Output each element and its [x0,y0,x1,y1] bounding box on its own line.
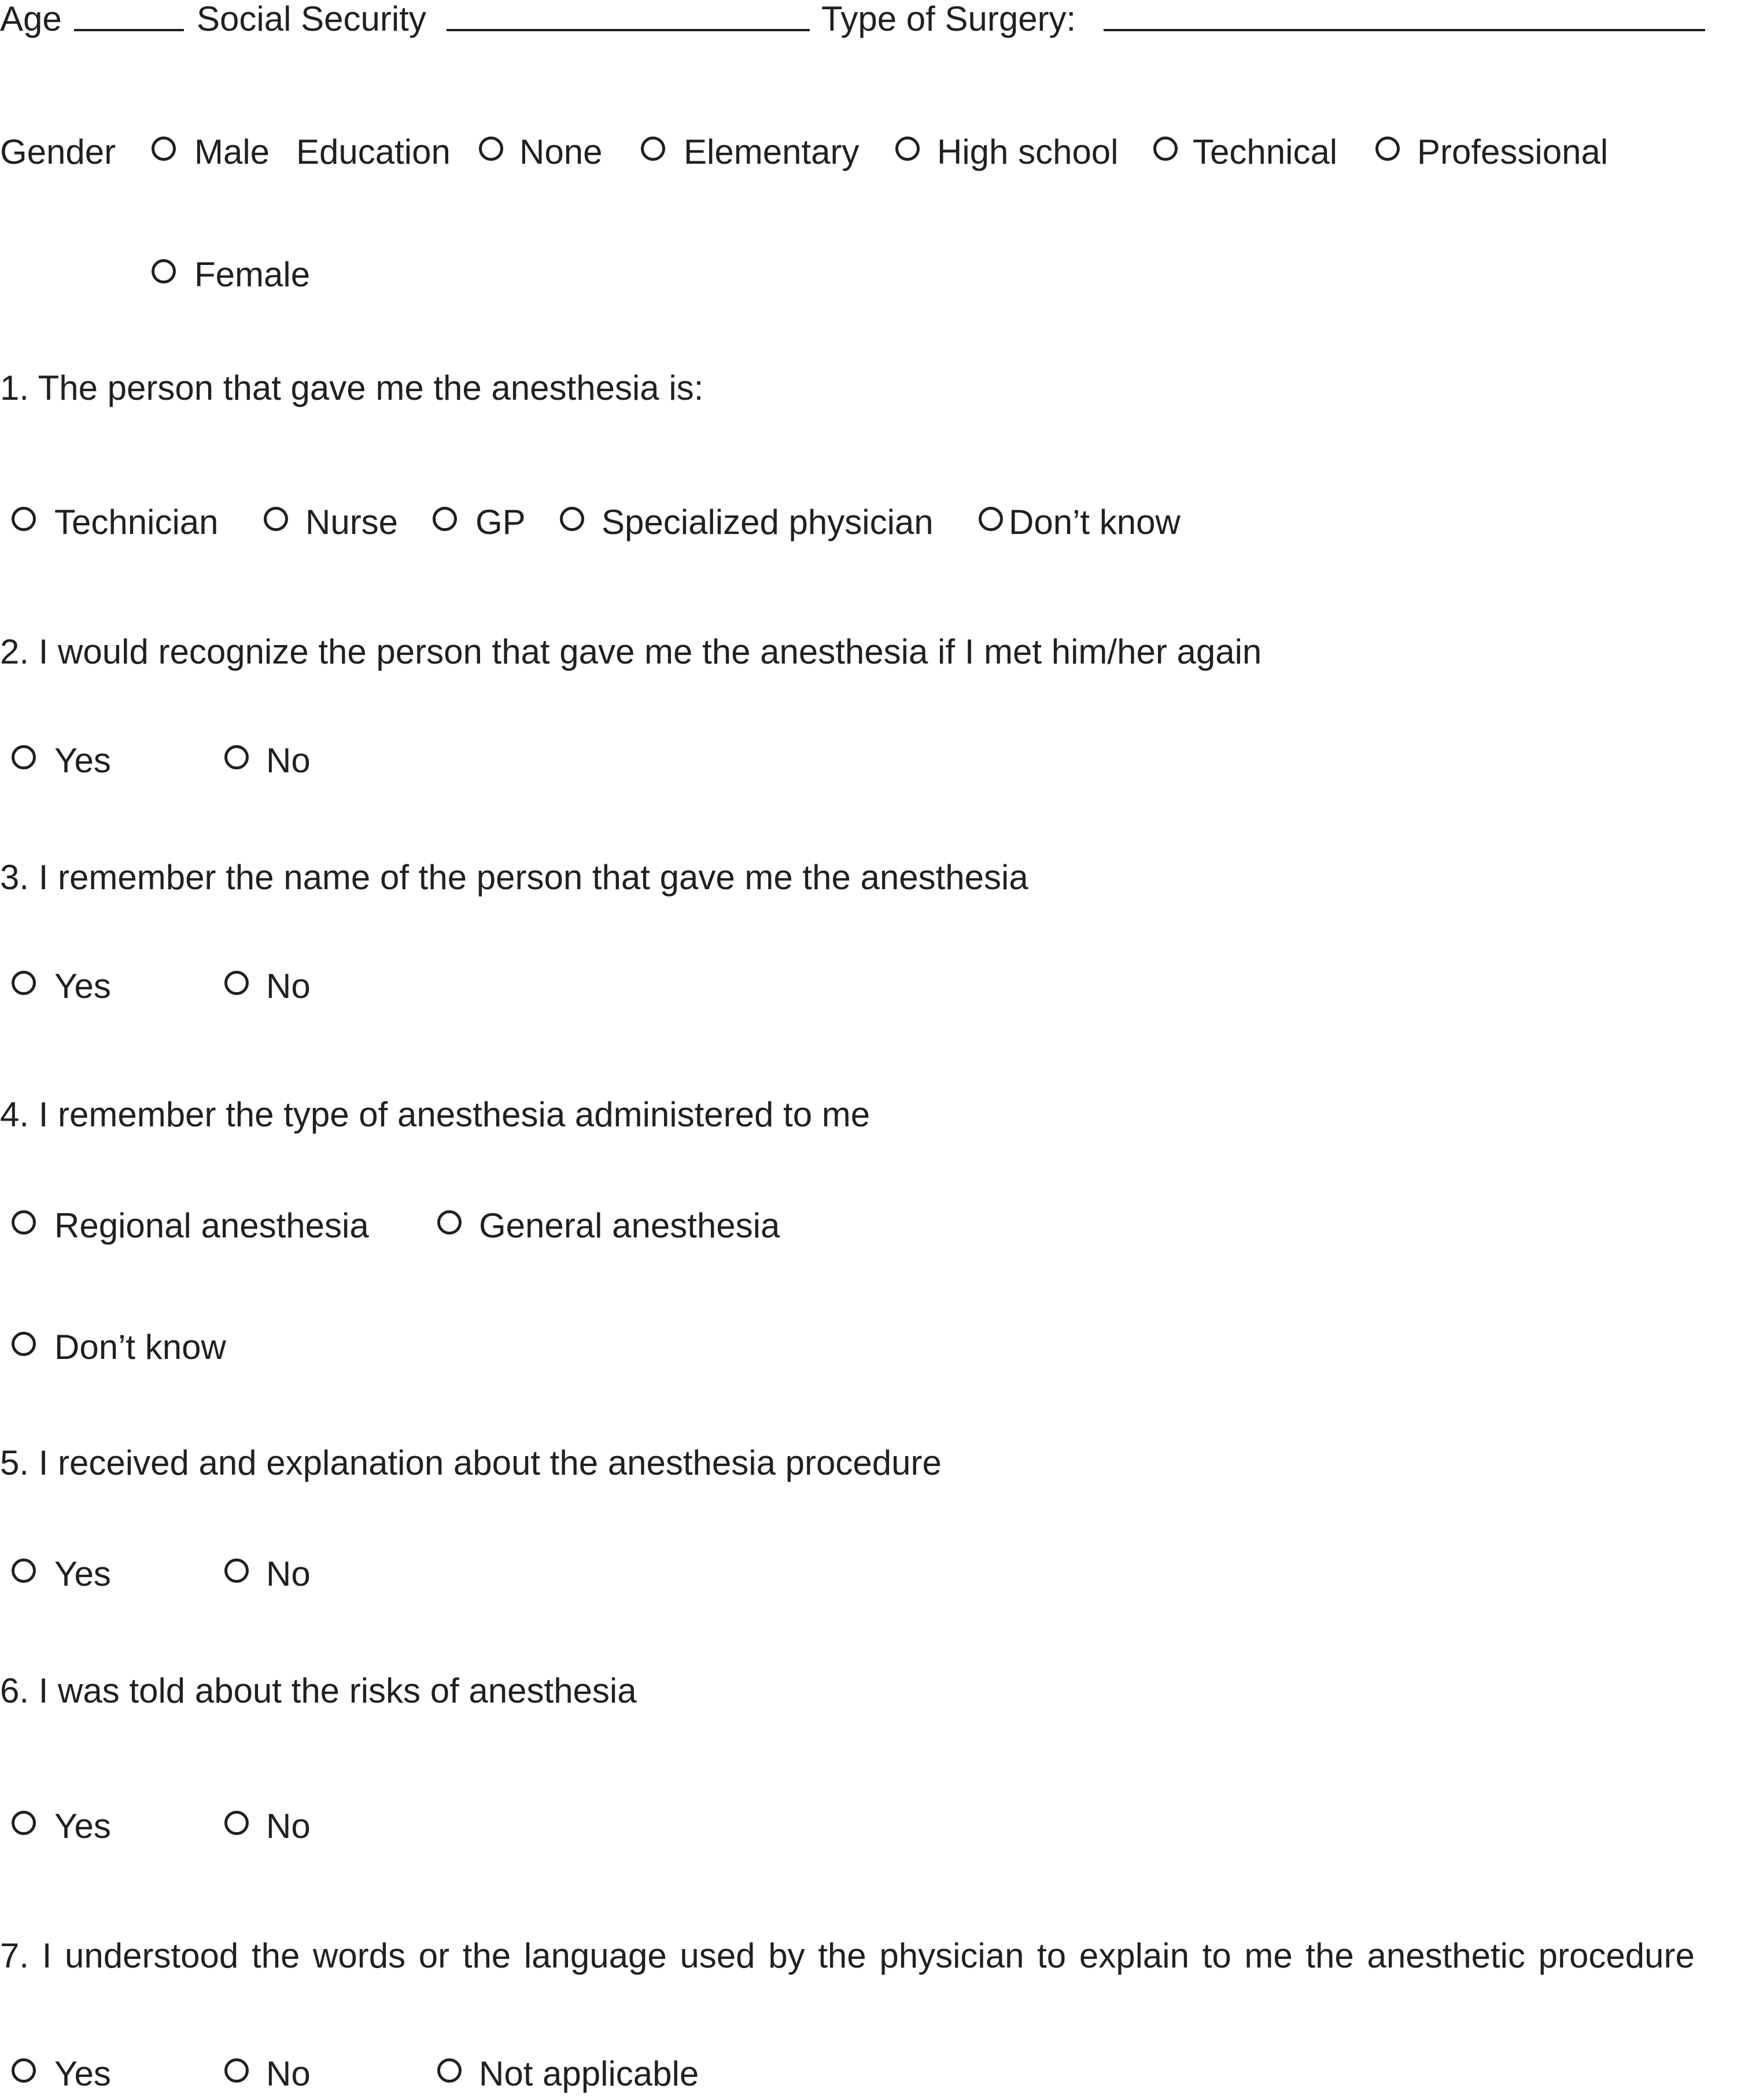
question-2-text [0,626,1741,678]
education-none-radio[interactable] [479,137,503,161]
q2-yes-label: Yes [54,741,111,780]
education-professional-label: Professional [1417,132,1609,171]
q4-regional-anesthesia-radio[interactable] [12,1210,36,1235]
q3-no-label: No [266,967,311,1005]
question-text: 2. I would recognize the person that gave me the anesthesia if I met him/her again [0,632,1262,671]
question-6-options [0,1800,1741,1852]
q3-no-radio[interactable] [224,971,249,995]
q7-no-label: No [266,2054,311,2093]
question-6-text [0,1665,1741,1717]
q7-yes-radio[interactable] [12,2058,36,2083]
question-text: 7. I understood the words or the language used by the physician to explain to me the anesthetic procedure [0,1936,1695,1975]
q1-gp-radio[interactable] [433,507,457,531]
q4-regional-anesthesia-label: Regional anesthesia [54,1206,369,1245]
education-label: Education [296,132,451,171]
question-2-options [0,735,1741,787]
question-text: 1. The person that gave me the anesthesia is: [0,369,704,407]
question-text: 5. I received and explanation about the anesthesia procedure [0,1443,942,1482]
education-elementary-radio[interactable] [641,137,665,161]
q5-no-label: No [266,1554,311,1593]
education-technical-radio[interactable] [1153,137,1178,161]
gender-label: Gender [0,132,116,171]
question-5-options [0,1548,1741,1600]
q7-yes-label: Yes [54,2054,111,2093]
education-none-label: None [519,132,603,171]
q3-yes-radio[interactable] [12,971,36,995]
education-technical-label: Technical [1193,132,1338,171]
q4-general-anesthesia-radio[interactable] [437,1210,462,1235]
q6-no-radio[interactable] [224,1811,249,1835]
question-4-options [0,1200,1741,1252]
education-elementary-label: Elementary [684,132,860,171]
q3-yes-label: Yes [54,967,111,1005]
q7-not-applicable-radio[interactable] [437,2058,462,2083]
age-label: Age [0,0,62,38]
question-text: 3. I remember the name of the person that gave me the anesthesia [0,858,1028,897]
q6-yes-radio[interactable] [12,1811,36,1835]
question-7-text [0,1930,1741,1982]
question-text: 6. I was told about the risks of anesthesia [0,1671,637,1710]
q5-yes-radio[interactable] [12,1559,36,1583]
question-3-options [0,960,1741,1012]
q2-no-label: No [266,741,311,780]
age-field[interactable] [74,29,184,31]
question-3-text [0,852,1741,904]
type-of-surgery-label: Type of Surgery: [821,0,1076,38]
q4-dont-know-radio[interactable] [12,1332,36,1356]
q1-technician-label: Technician [54,503,219,541]
gender-female-radio[interactable] [152,259,176,283]
q1-dont-know-radio[interactable] [979,507,1003,531]
header-row [0,0,1741,45]
q5-no-radio[interactable] [224,1559,249,1583]
q1-nurse-label: Nurse [305,503,399,541]
education-high-school-label: High school [937,132,1119,171]
q1-specialized-physician-radio[interactable] [560,507,584,531]
education-professional-radio[interactable] [1375,137,1400,161]
question-text: 4. I remember the type of anesthesia administered to me [0,1095,870,1134]
question-1-options [0,496,1741,548]
question-4-options-row-2 [0,1321,1741,1373]
gender-male-radio[interactable] [152,137,176,161]
q2-yes-radio[interactable] [12,745,36,769]
question-1-text [0,362,1741,414]
q6-yes-label: Yes [54,1807,111,1845]
q1-nurse-radio[interactable] [264,507,288,531]
social-security-label: Social Security [197,0,426,38]
gender-female-row [0,249,1741,301]
q1-technician-radio[interactable] [12,507,36,531]
q1-gp-label: GP [475,503,526,541]
q1-dont-know-label: Don’t know [1009,503,1181,541]
q5-yes-label: Yes [54,1554,111,1593]
q4-general-anesthesia-label: General anesthesia [479,1206,780,1245]
education-high-school-radio[interactable] [895,137,920,161]
gender-education-row [0,126,1741,178]
question-7-options [0,2048,1741,2100]
gender-male-label: Male [194,132,270,171]
q4-dont-know-label: Don’t know [54,1328,226,1366]
q1-specialized-physician-label: Specialized physician [602,503,934,541]
q7-no-radio[interactable] [224,2058,249,2083]
type-of-surgery-field[interactable] [1104,29,1705,31]
social-security-field[interactable] [447,29,810,31]
q2-no-radio[interactable] [224,745,249,769]
gender-female-label: Female [194,255,311,294]
q6-no-label: No [266,1807,311,1845]
q7-not-applicable-label: Not applicable [479,2054,699,2093]
question-4-text [0,1089,1741,1141]
question-5-text [0,1437,1741,1489]
